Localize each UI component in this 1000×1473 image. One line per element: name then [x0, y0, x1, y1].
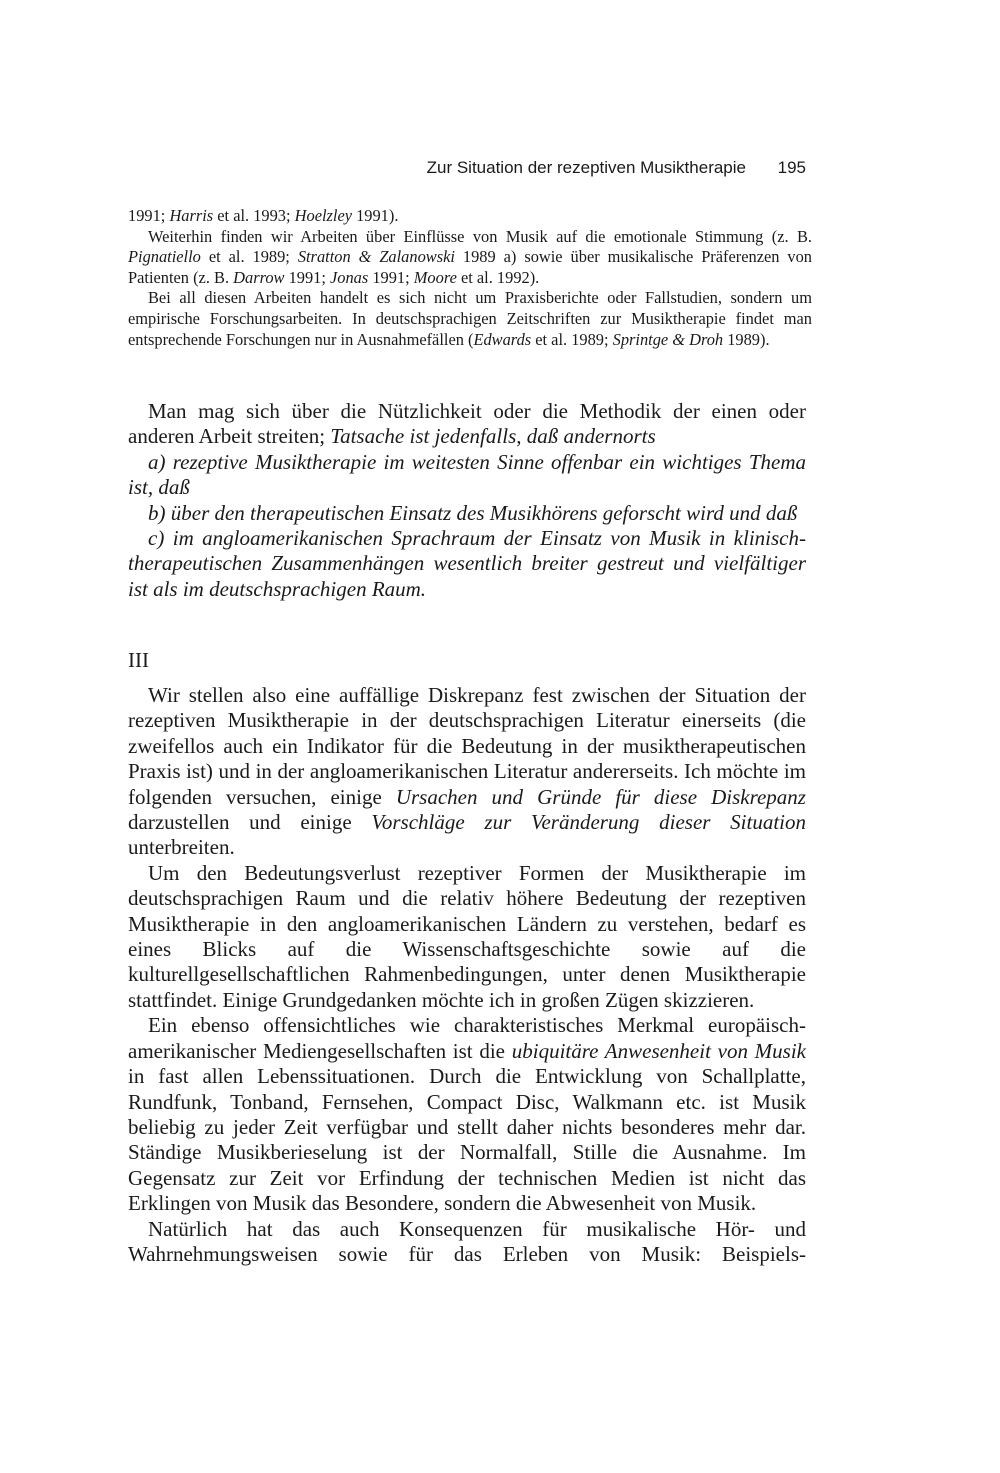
page-number: 195	[777, 158, 806, 177]
reference-continuation: 1991; Harris et al. 1993; Hoelzley 1991).	[128, 206, 399, 225]
body-paragraph: Wir stellen also eine auffällige Diskrepanz fest zwischen der Situation der rezeptiven Musiktherapie in der deutschsprachigen Literatur einerseits (die zweifellos auch ein Indikator für die Bedeutung in der musiktherapeutischen Praxis ist) und in der angloamerikanischen Literatur andererseits. Ich möchte im folgenden versuchen, einige Ursachen und Gründe für diese Diskrepanz darzustellen und einige Vorschläge zur Veränderung dieser Situation unterbreiten.	[128, 683, 806, 860]
emphasis: ubiquitäre Anwesenheit von Musik	[511, 1038, 807, 1063]
author-name: Harris	[169, 206, 214, 225]
author-name: Edwards	[473, 329, 532, 349]
body-paragraph: Natürlich hat das auch Konsequenzen für musikalische Hör- und Wahrnehmungsweisen sowie für das Erleben von Musik: Beispiels-	[128, 1216, 806, 1266]
author-name: Hoelzley	[294, 206, 352, 225]
statement-lead-italic: Tatsache ist jedenfalls, daß andernorts	[330, 424, 656, 449]
reference-paragraph-research: Bei all diesen Arbeiten handelt es sich nicht um Praxisberichte oder Fallstudien, sondern um empirische Forschungsarbeiten. In deutschsprachigen Zeitschriften zur Musiktherapie findet man entsprechende Forschungen nur in Ausnahmefällen (Edwards et al. 1989; Sprintge & Droh 1989).	[128, 288, 812, 349]
author-name: Sprintge & Droh	[612, 329, 724, 349]
reference-paragraphs	[128, 206, 812, 350]
statement-item-c: c) im angloamerikanischen Sprachraum der Einsatz von Musik in klinisch-therapeutischen Zusammenhängen wesentlich breiter gestreut und vielfältiger ist als im deutschsprachigen Raum.	[128, 526, 806, 601]
body-text	[128, 683, 806, 1267]
body-paragraph: Um den Bedeutungsverlust rezeptiver Formen der Musiktherapie im deutschsprachigen Raum und die relativ höhere Bedeutung der rezeptiven Musiktherapie in den angloamerikanischen Ländern zu verstehen, bedarf es eines Blicks auf die Wissenschaftsgeschichte sowie auf die kulturellgesellschaftlichen Rahmenbedingungen, unter denen Musiktherapie stattfindet. Einige Grundgedanken möchte ich in großen Zügen skizzieren.	[128, 860, 806, 1012]
body-paragraph: Ein ebenso offensichtliches wie charakteristisches Merkmal europäisch-amerikanischer Mediengesellschaften ist die ubiquitäre Anwesenheit von Musik in fast allen Lebenssituationen. Durch die Entwicklung von Schallplatte, Rundfunk, Tonband, Fernsehen, Compact Disc, Walkmann etc. ist Musik beliebig zu jeder Zeit verfügbar und stellt daher nichts besonderes mehr dar. Ständige Musikberieselung ist der Normalfall, Stille die Ausnahme. Im Gegensatz zur Zeit vor Erfindung der technischen Medien ist nicht das Erklingen von Musik das Besondere, sondern die Abwesenheit von Musik.	[128, 1013, 807, 1216]
author-name: Moore	[413, 267, 457, 287]
statement-lead: Man mag sich über die Nützlichkeit oder die Methodik der einen oder anderen Arbeit streiten; Tatsache ist jedenfalls, daß andernorts	[128, 399, 806, 449]
running-title: Zur Situation der rezeptiven Musiktherapie	[426, 158, 746, 177]
summary-statement	[128, 399, 806, 602]
emphasis: Vorschläge zur Veränderung dieser Situation	[371, 810, 806, 835]
author-name: Pignatiello	[128, 247, 201, 267]
running-header	[128, 152, 806, 180]
author-name: Darrow	[233, 267, 285, 287]
author-name: Jonas	[330, 267, 369, 287]
statement-item-a: a) rezeptive Musiktherapie im weitesten Sinne offenbar ein wichtiges Thema ist, daß	[128, 449, 806, 500]
reference-paragraph-emotion: Weiterhin finden wir Arbeiten über Einflüsse von Musik auf die emotionale Stimmung (z. B. Pignatiello et al. 1989; Stratton & Zalanowski 1989 a) sowie über musikalische Präferenzen von Patienten (z. B. Darrow 1991; Jonas 1991; Moore et al. 1992).	[128, 226, 813, 287]
emphasis: Ursachen und Gründe für diese Diskrepanz	[395, 784, 806, 809]
author-name: Stratton & Zalanowski	[297, 247, 455, 267]
statement-item-b: b) über den therapeutischen Einsatz des Musikhörens geforscht wird und daß	[148, 500, 798, 525]
section-heading: III	[128, 648, 149, 672]
